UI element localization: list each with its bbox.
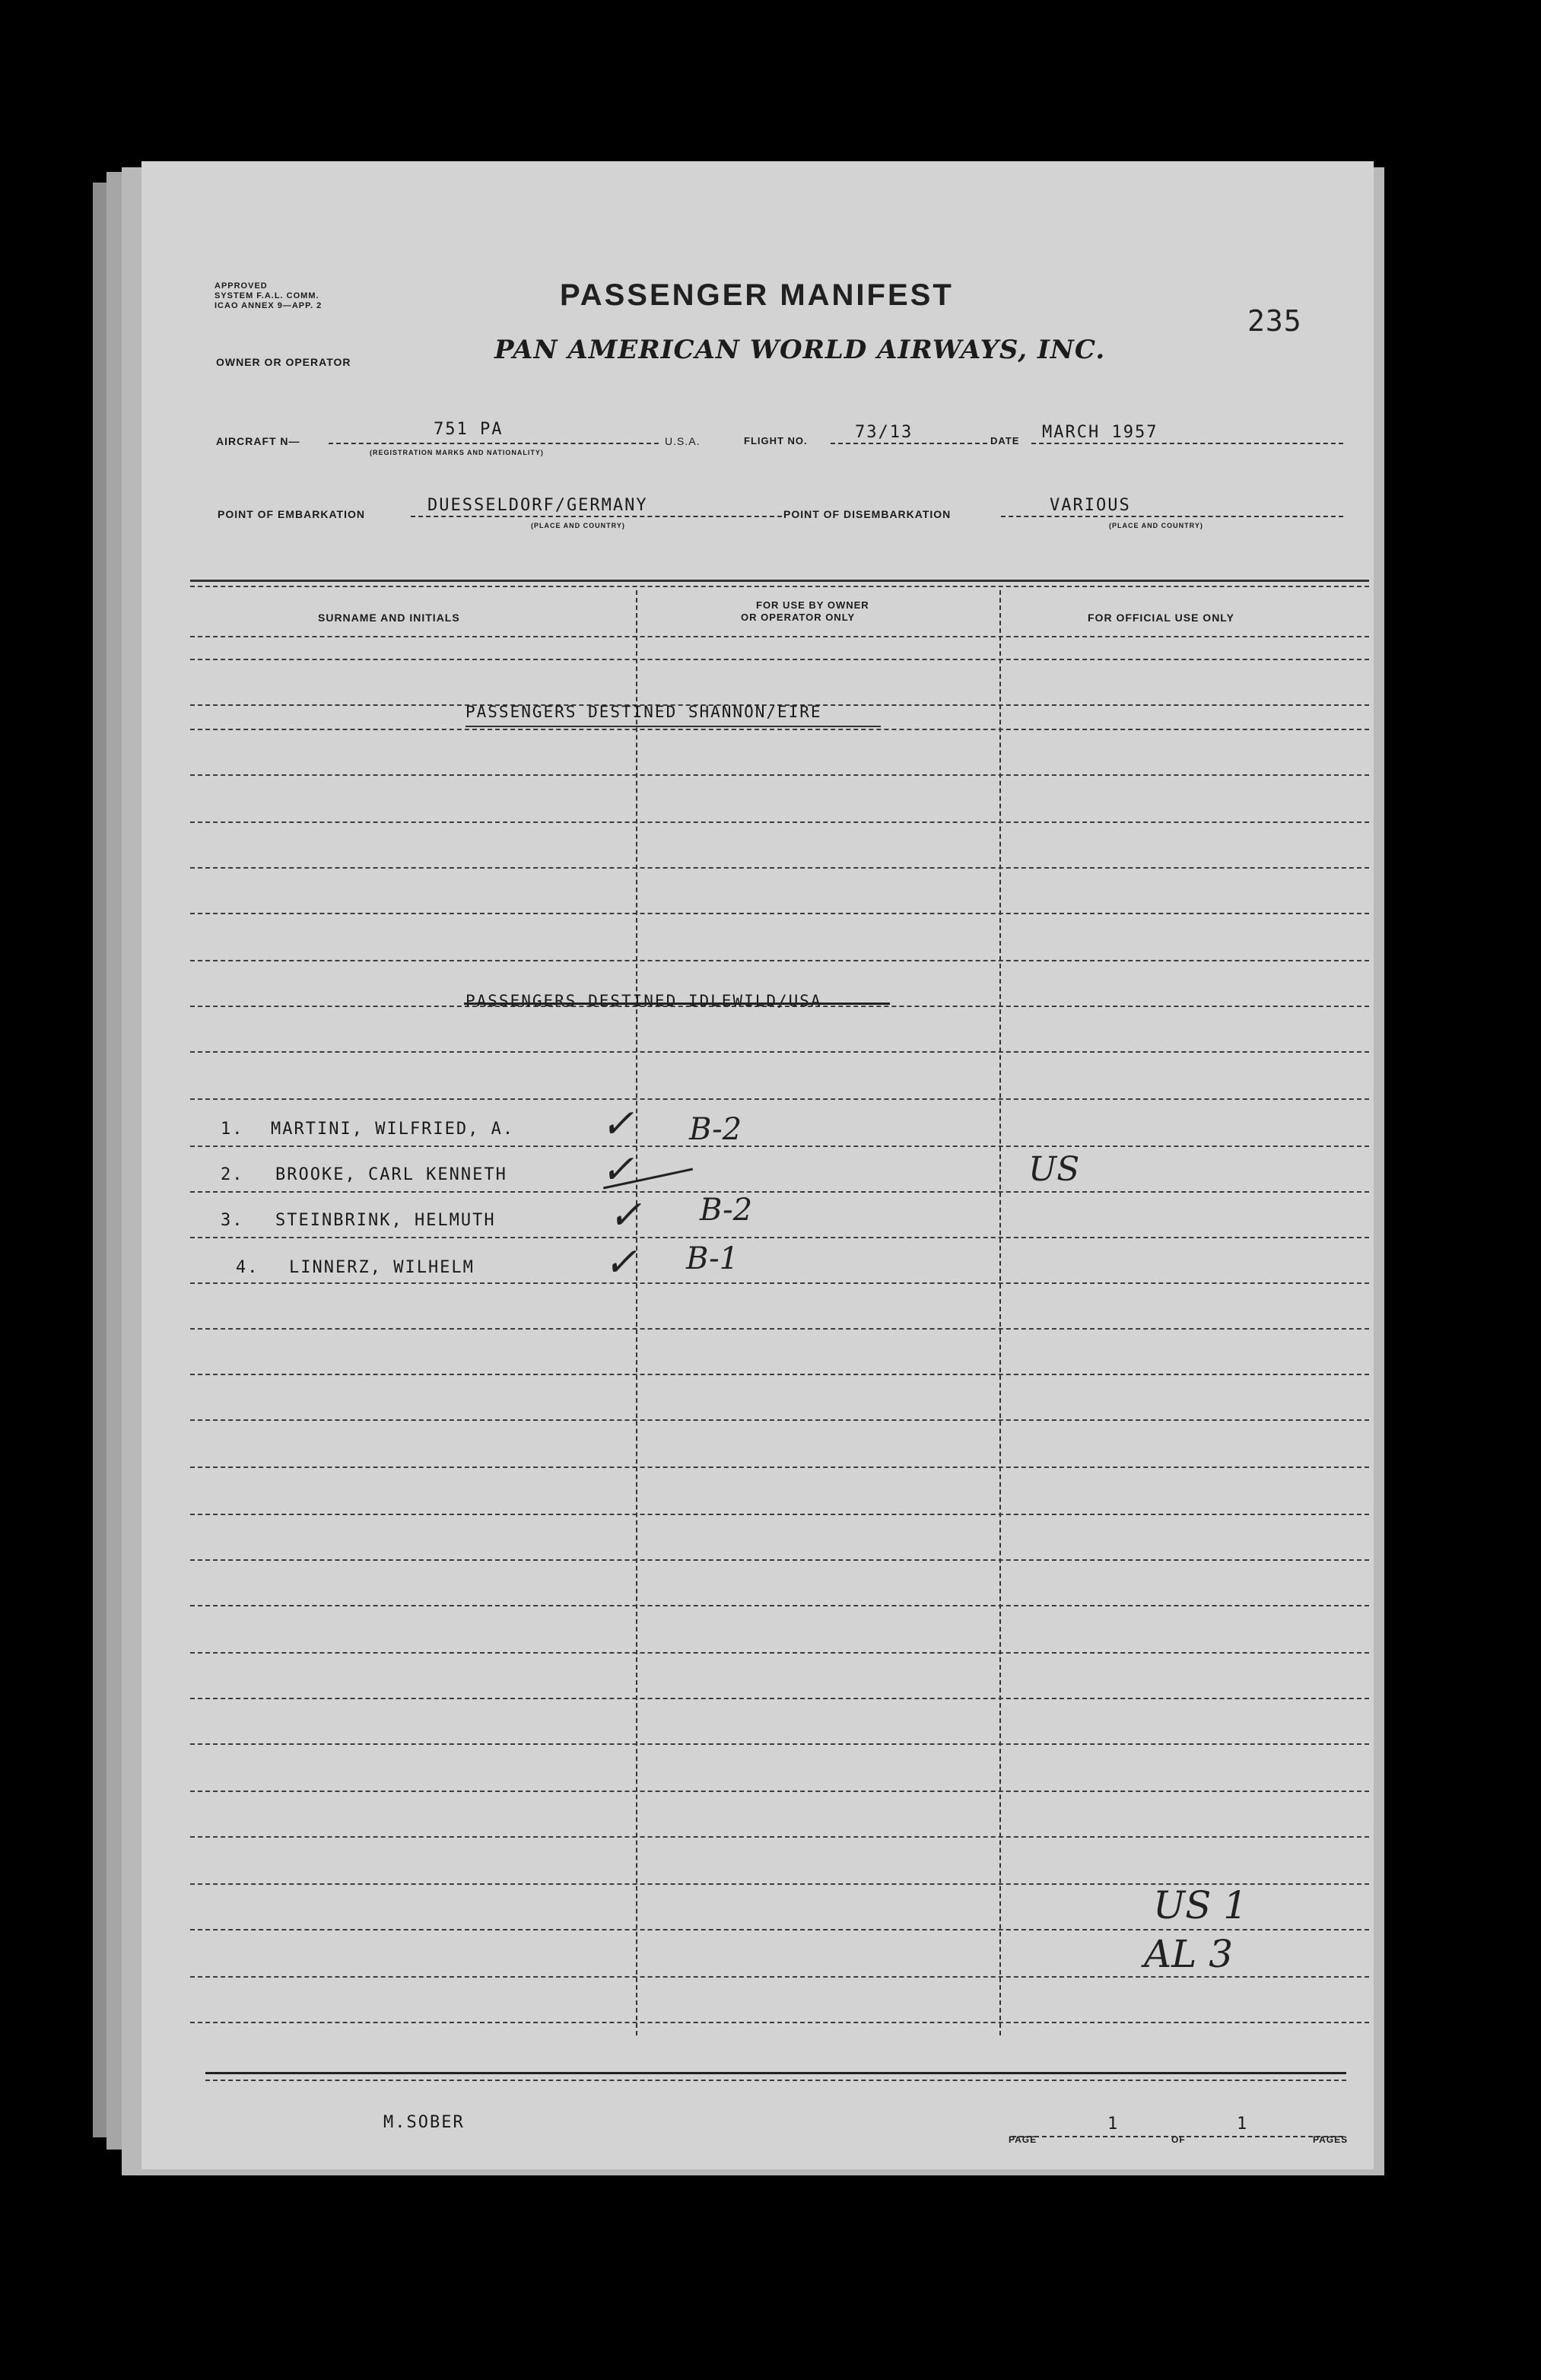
of-value: 1 xyxy=(1237,2115,1249,2134)
rule-row xyxy=(190,1146,1369,1147)
passenger-name: STEINBRINK, HELMUTH xyxy=(275,1211,496,1230)
rule-row xyxy=(190,1419,1369,1421)
rule-row xyxy=(190,729,1369,730)
rule-row xyxy=(190,1652,1369,1654)
passenger-number: 1. xyxy=(221,1120,244,1139)
date-fill-line xyxy=(1031,443,1343,444)
rule-row xyxy=(190,1051,1369,1053)
embarkation-label: POINT OF EMBARKATION xyxy=(218,508,365,520)
column-divider-2 xyxy=(999,590,1001,2035)
registration-caption: (REGISTRATION MARKS AND NATIONALITY) xyxy=(370,449,544,456)
rule-row xyxy=(190,1605,1369,1606)
approval-line-1: APPROVED xyxy=(214,281,268,291)
page-title: PASSENGER MANIFEST xyxy=(560,278,954,312)
passenger-name: LINNERZ, WILHELM xyxy=(289,1258,475,1277)
passenger-name: MARTINI, WILFRIED, A. xyxy=(271,1120,515,1139)
approval-line-3: ICAO ANNEX 9—APP. 2 xyxy=(214,301,322,310)
tally-line-1: US 1 xyxy=(1153,1883,1248,1927)
section-shannon-heading: PASSENGERS DESTINED SHANNON/EIRE xyxy=(465,703,822,721)
rule-row xyxy=(190,1374,1369,1375)
passenger-official-mark: US xyxy=(1028,1150,1080,1189)
header-owner-use-1: FOR USE BY OWNER xyxy=(756,599,869,611)
rule-row xyxy=(190,1698,1369,1699)
tally-line-2: AL 3 xyxy=(1144,1932,1234,1976)
rule-row xyxy=(190,821,1369,823)
date-value: MARCH 1957 xyxy=(1042,423,1158,442)
rule-row xyxy=(190,2022,1369,2023)
rule-row xyxy=(190,1836,1369,1838)
section-shannon-underline xyxy=(465,726,881,727)
of-label: OF xyxy=(1171,2134,1186,2145)
rule-row xyxy=(190,1237,1369,1238)
date-label: DATE xyxy=(990,435,1020,446)
rule-row xyxy=(190,1976,1369,1978)
owner-value: PAN AMERICAN WORLD AIRWAYS, INC. xyxy=(494,335,1106,365)
rule-row xyxy=(190,659,1369,660)
table-bottom-rule-1 xyxy=(205,2072,1346,2074)
aircraft-fill-line xyxy=(329,443,659,444)
header-official-use: FOR OFFICIAL USE ONLY xyxy=(1088,612,1234,624)
page-stamp-number: 235 xyxy=(1247,304,1302,338)
rule-row xyxy=(190,1328,1369,1330)
rule-row xyxy=(190,774,1369,776)
rule-row xyxy=(190,913,1369,914)
rule-row xyxy=(190,867,1369,869)
aircraft-label: AIRCRAFT N— xyxy=(216,435,300,447)
disembarkation-fill-line xyxy=(1001,516,1343,517)
passenger-number: 2. xyxy=(221,1165,244,1184)
flight-label: FLIGHT NO. xyxy=(744,435,808,446)
passenger-check-mark: ✓ xyxy=(604,1240,637,1285)
passenger-owner-mark: B-1 xyxy=(686,1241,739,1276)
section-idlewild-heading: PASSENGERS DESTINED IDLEWILD/USA xyxy=(465,992,822,1010)
flight-fill-line xyxy=(831,443,987,444)
header-owner-use-2: OR OPERATOR ONLY xyxy=(741,612,856,623)
passenger-check-mark: ✓ xyxy=(601,1101,634,1147)
rule-row xyxy=(190,960,1369,961)
passenger-number: 4. xyxy=(236,1258,259,1277)
embarkation-value: DUESSELDORF/GERMANY xyxy=(427,496,648,515)
rule-row xyxy=(190,1282,1369,1284)
passenger-check-mark: ✓ xyxy=(601,1147,634,1193)
rule-row xyxy=(190,1514,1369,1515)
rule-row xyxy=(190,1929,1369,1930)
usa-label: U.S.A. xyxy=(665,435,701,447)
approval-line-2: SYSTEM F.A.L. COMM. xyxy=(214,291,319,300)
rule-row xyxy=(190,1559,1369,1561)
embarkation-caption: (PLACE AND COUNTRY) xyxy=(531,522,625,529)
rule-row xyxy=(190,1743,1369,1745)
passenger-owner-mark: B-2 xyxy=(700,1193,753,1228)
table-top-rule-2 xyxy=(190,586,1369,587)
pages-label: PAGES xyxy=(1313,2134,1349,2145)
flight-value: 73/13 xyxy=(855,423,913,442)
rule-row xyxy=(190,1098,1369,1100)
disembarkation-caption: (PLACE AND COUNTRY) xyxy=(1109,522,1203,529)
section-idlewild-strikethrough xyxy=(464,1003,890,1005)
table-bottom-rule-2 xyxy=(205,2080,1346,2081)
rule-row xyxy=(190,636,1369,637)
page-value: 1 xyxy=(1107,2115,1120,2134)
header-surname: SURNAME AND INITIALS xyxy=(318,612,460,624)
page-fill-line xyxy=(1012,2136,1343,2137)
table-top-rule-1 xyxy=(190,580,1369,582)
rule-row xyxy=(190,1466,1369,1468)
passenger-name: BROOKE, CARL KENNETH xyxy=(275,1165,507,1184)
column-divider-1 xyxy=(636,590,637,2035)
embarkation-fill-line xyxy=(411,516,782,517)
passenger-number: 3. xyxy=(221,1211,244,1230)
passenger-check-mark: ✓ xyxy=(608,1193,642,1238)
passenger-owner-mark: B-2 xyxy=(689,1112,742,1147)
disembarkation-value: VARIOUS xyxy=(1050,496,1131,515)
aircraft-value: 751 PA xyxy=(434,420,504,439)
rule-row xyxy=(190,1191,1369,1193)
owner-label: OWNER OR OPERATOR xyxy=(216,356,351,368)
signature-name: M.SOBER xyxy=(383,2113,465,2132)
rule-row xyxy=(190,1791,1369,1792)
disembarkation-label: POINT OF DISEMBARKATION xyxy=(783,508,952,520)
page-label: PAGE xyxy=(1009,2134,1037,2145)
